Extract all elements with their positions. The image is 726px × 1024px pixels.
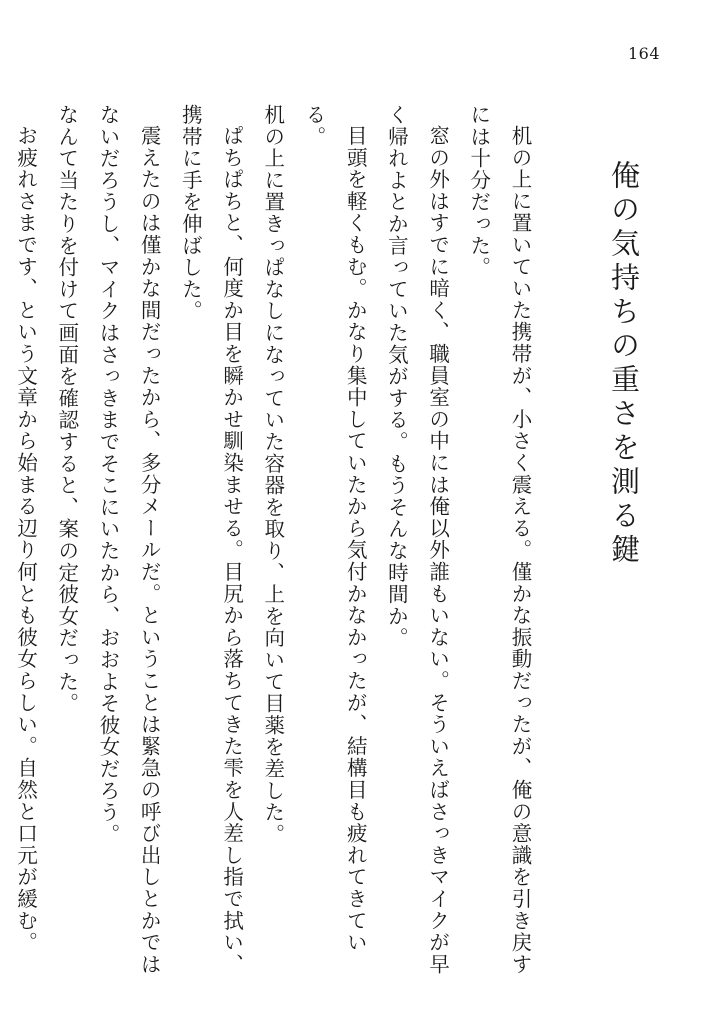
paragraph: お疲れさまです、という文章から始まる辺り何とも彼女らしい。自然と口元が緩む。 — [13, 124, 38, 953]
page-number: 164 — [628, 44, 661, 63]
paragraph: ぱちぱちと、何度か目を瞬かせ馴染ませる。目尻から落ちてきた雫を人差し指で拭い、携帯に手を伸ばした。 — [178, 104, 244, 975]
paragraph: 机の上に置いていた携帯が、小さく震える。僅かな振動だったが、俺の意識を引き戻すには十分だった。 — [466, 104, 532, 975]
paragraph: 窓の外はすでに暗く、職員室の中には俺以外誰もいない。そういえばさっきマイクが早く帰れよとか言っていた気がする。もうそんな時間か。 — [384, 104, 450, 975]
paragraph: なんて当たりを付けて画面を確認すると、案の定彼女だった。 — [54, 104, 79, 715]
paragraph: 震えたのは僅かな間だったから、多分メールだ。ということは緊急の呼び出しとかではないだろうし、マイクはさっきまでそこにいたから、おおよそ彼女だろう。 — [95, 104, 162, 975]
paragraph: 目頭を軽くもむ。かなり集中していたから気付かなかったが、結構目も疲れてきている。 — [301, 104, 368, 953]
chapter-title: 俺の気持ちの重さを測る鍵 — [607, 160, 641, 568]
paragraph: 机の上に置きっぱなしになっていた容器を取り、上を向いて目薬を差した。 — [260, 104, 285, 846]
body-text — [13, 104, 540, 994]
paragraph — [0, 104, 4, 994]
